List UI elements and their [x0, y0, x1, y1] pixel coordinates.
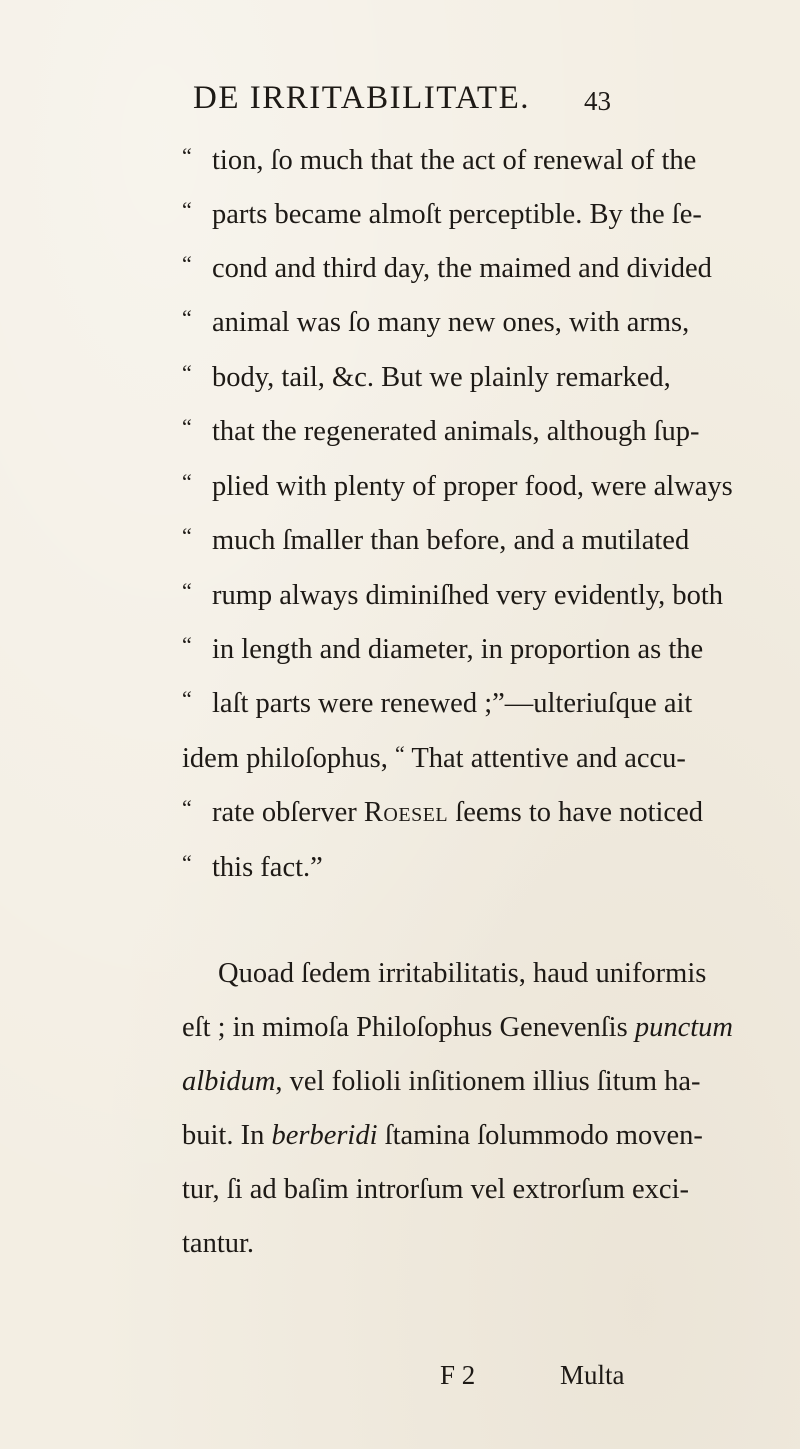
- paragraph-line: albidum, vel folioli inſitionem illius ſitum ha-: [182, 1066, 701, 1097]
- quote-mark: “: [182, 197, 192, 222]
- quote-mark: “: [182, 523, 192, 548]
- quote-mark: “: [182, 251, 192, 276]
- text-line: “ plied with plenty of proper food, were always: [182, 469, 733, 502]
- text-line: “ rump always diminiſhed very evidently, both: [182, 578, 724, 611]
- paragraph-line: buit. In berberidi ſtamina ſolummodo moven-: [182, 1120, 703, 1151]
- running-title: DE IRRITABILITATE.: [193, 80, 530, 116]
- paragraph-line: tur, ſi ad baſim introrſum vel extrorſum exci-: [182, 1174, 689, 1205]
- text-line: “ body, tail, &c. But we plainly remarked,: [182, 360, 671, 393]
- text-line: “ animal was ſo many new ones, with arms,: [182, 305, 690, 338]
- catchword: Multa: [560, 1360, 625, 1390]
- text-line: “ laſt parts were renewed ;”—ulteriuſque ait: [182, 686, 693, 719]
- signature-mark: F 2: [440, 1360, 476, 1390]
- quote-mark: “: [182, 305, 192, 330]
- text-line: “ cond and third day, the maimed and divided: [182, 251, 712, 284]
- quote-mark: “: [182, 360, 192, 385]
- text-line: “ in length and diameter, in proportion as the: [182, 632, 704, 665]
- quote-mark: “: [182, 795, 192, 820]
- quote-mark: “: [182, 469, 192, 494]
- page-number: 43: [584, 86, 611, 116]
- text-line: “ much ſmaller than before, and a mutilated: [182, 523, 690, 556]
- quote-mark: “: [182, 578, 192, 603]
- quote-mark: “: [394, 741, 405, 766]
- text-line: “ tion, ſo much that the act of renewal of the: [182, 143, 697, 176]
- text-line: idem philoſophus, “ That attentive and accu-: [182, 741, 686, 774]
- paragraph-line: tantur.: [182, 1228, 255, 1259]
- quote-mark: “: [182, 414, 192, 439]
- quote-mark: “: [182, 632, 192, 657]
- text-line: “ that the regenerated animals, although ſup-: [182, 414, 700, 447]
- text-line: “ parts became almoſt perceptible. By the ſe-: [182, 197, 702, 230]
- text-line: “ this fact.”: [182, 850, 323, 883]
- text-line: “ rate obſerver Roesel ſeems to have noticed: [182, 795, 703, 828]
- quote-mark: “: [182, 686, 192, 711]
- paragraph-line: eſt ; in mimoſa Philoſophus Genevenſis punctum: [182, 1012, 733, 1043]
- paragraph-line: Quoad ſedem irritabilitatis, haud uniformis: [218, 958, 707, 989]
- quote-mark: “: [182, 850, 192, 875]
- page-header: [0, 80, 800, 120]
- quote-mark: “: [182, 143, 192, 168]
- author-name: Roesel: [363, 797, 449, 828]
